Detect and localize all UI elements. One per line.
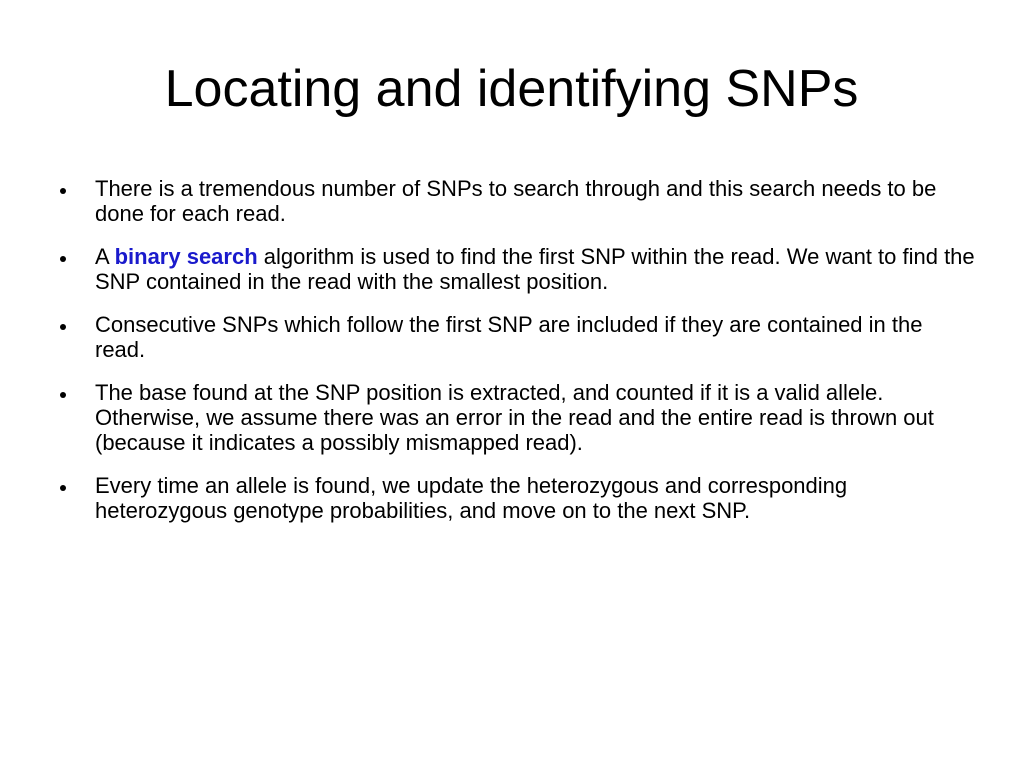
bullet-text: The base found at the SNP position is extracted, and counted if it is a valid allele. Otherwise, we assume there was an error in the read and the entire read is thrown out (because it indicates a possibly mismapped read). — [95, 380, 934, 455]
bullet-item — [58, 473, 978, 523]
bullet-text: There is a tremendous number of SNPs to search through and this search needs to be done for each read. — [95, 176, 937, 226]
binary-search-keyword: binary search — [114, 244, 258, 269]
bullet-dot-icon — [60, 324, 66, 330]
bullet-text-suffix: algorithm is used to find the first SNP within the read. We want to find the SNP contained in the read with the smallest position. — [95, 244, 975, 294]
bullet-text: Consecutive SNPs which follow the first SNP are included if they are contained in the read. — [95, 312, 923, 362]
bullet-dot-icon — [60, 485, 66, 491]
bullet-list — [58, 176, 978, 541]
bullet-item — [58, 176, 978, 226]
bullet-dot-icon — [60, 256, 66, 262]
bullet-text-prefix: A — [95, 244, 115, 269]
bullet-item — [58, 380, 978, 455]
bullet-text: Every time an allele is found, we update the heterozygous and corresponding heterozygous genotype probabilities, and move on to the next SNP. — [95, 473, 848, 523]
slide-title: Locating and identifying SNPs — [164, 60, 859, 118]
bullet-dot-icon — [60, 392, 66, 398]
bullet-item — [58, 312, 978, 362]
bullet-item — [58, 244, 978, 294]
bullet-dot-icon — [60, 188, 66, 194]
